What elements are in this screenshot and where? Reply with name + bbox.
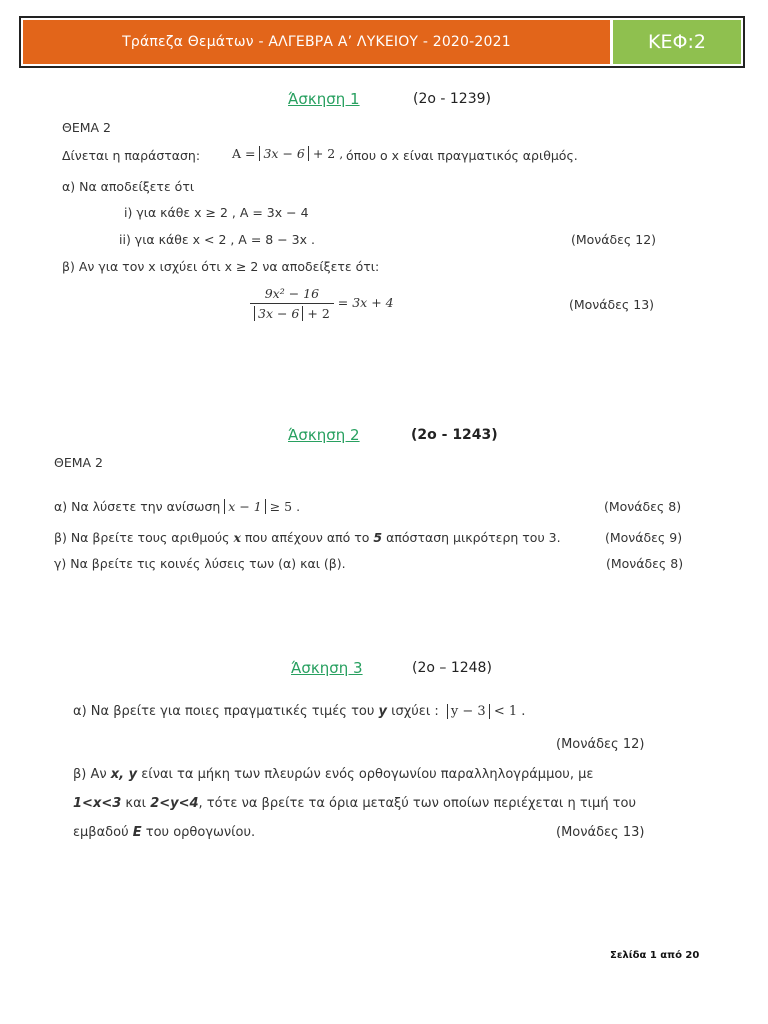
exercise-1-theme: ΘΕΜΑ 2 <box>62 120 111 135</box>
exercise-1-given-tail: όπου ο x είναι πραγματικός αριθμός. <box>346 148 578 163</box>
exercise-2-part-b-marks: (Μονάδες 9) <box>605 530 683 545</box>
exercise-3-part-b-line2: 1<x<3 και 2<y<4, τότε να βρείτε τα όρια μεταξύ των οποίων περιέχεται η τιμή του <box>73 796 636 811</box>
page-header <box>19 16 745 68</box>
header-title: Τράπεζα Θεμάτων - ΑΛΓΕΒΡΑ Α’ ΛΥΚΕΙΟΥ - 2020-2021 <box>23 20 610 64</box>
exercise-1-given-expression: A = 3x − 6 + 2 , <box>232 146 344 161</box>
exercise-2-part-a-marks: (Μονάδες 8) <box>604 499 682 514</box>
exercise-3-part-b-line1: β) Αν x, y είναι τα μήκη των πλευρών ενός ορθογωνίου παραλληλογράμμου, με <box>73 767 594 782</box>
page-number: Σελίδα 1 από 20 <box>610 950 700 961</box>
exercise-3-part-a-marks: (Μονάδες 12) <box>556 737 645 752</box>
exercise-2-part-a: α) Να λύσετε την ανίσωση x − 1 ≥ 5 . <box>54 499 301 514</box>
exercise-1-part-a-intro: α) Να αποδείξετε ότι <box>62 179 195 194</box>
exercise-3-part-a: α) Να βρείτε για ποιες πραγματικές τιμές του y ισχύει : y − 3 < 1 . <box>73 704 526 719</box>
exercise-1-title: Άσκηση 1 <box>288 90 360 108</box>
exercise-3-code: (2ο – 1248) <box>412 660 492 676</box>
exercise-2-title: Άσκηση 2 <box>288 426 360 444</box>
exercise-1-part-a-ii: ii) για κάθε x < 2 , A = 8 − 3x . <box>119 232 315 247</box>
exercise-2-part-c: γ) Να βρείτε τις κοινές λύσεις των (α) και (β). <box>54 556 346 571</box>
exercise-1-part-b-marks: (Μονάδες 13) <box>569 297 655 312</box>
exercise-2-theme: ΘΕΜΑ 2 <box>54 455 103 470</box>
exercise-1-part-b-intro: β) Αν για τον x ισχύει ότι x ≥ 2 να αποδείξετε ότι: <box>62 259 380 274</box>
exercise-1-part-a-marks: (Μονάδες 12) <box>571 232 657 247</box>
fraction-numerator: 9x² − 16 <box>250 286 334 304</box>
exercise-3-part-b-line3: εμβαδού E του ορθογωνίου. <box>73 825 256 840</box>
exercise-2-code: (2ο - 1243) <box>411 427 498 443</box>
exercise-3-part-b-marks: (Μονάδες 13) <box>556 825 645 840</box>
fraction-rhs: = 3x + 4 <box>337 295 394 310</box>
fraction-denominator: 3x − 6 + 2 <box>250 304 334 321</box>
exercise-3-title: Άσκηση 3 <box>291 659 363 677</box>
exercise-2-part-c-marks: (Μονάδες 8) <box>606 556 684 571</box>
chapter-badge: ΚΕΦ:2 <box>613 20 741 64</box>
exercise-1-part-a-i: i) για κάθε x ≥ 2 , A = 3x − 4 <box>124 205 309 220</box>
exercise-1-part-b-formula <box>250 286 394 321</box>
fraction <box>250 286 334 321</box>
exercise-2-part-b: β) Να βρείτε τους αριθμούς x που απέχουν από το 5 απόσταση μικρότερη του 3. <box>54 530 561 545</box>
exercise-1-given-label: Δίνεται η παράσταση: <box>62 148 201 163</box>
exercise-1-code: (2ο - 1239) <box>413 91 491 107</box>
